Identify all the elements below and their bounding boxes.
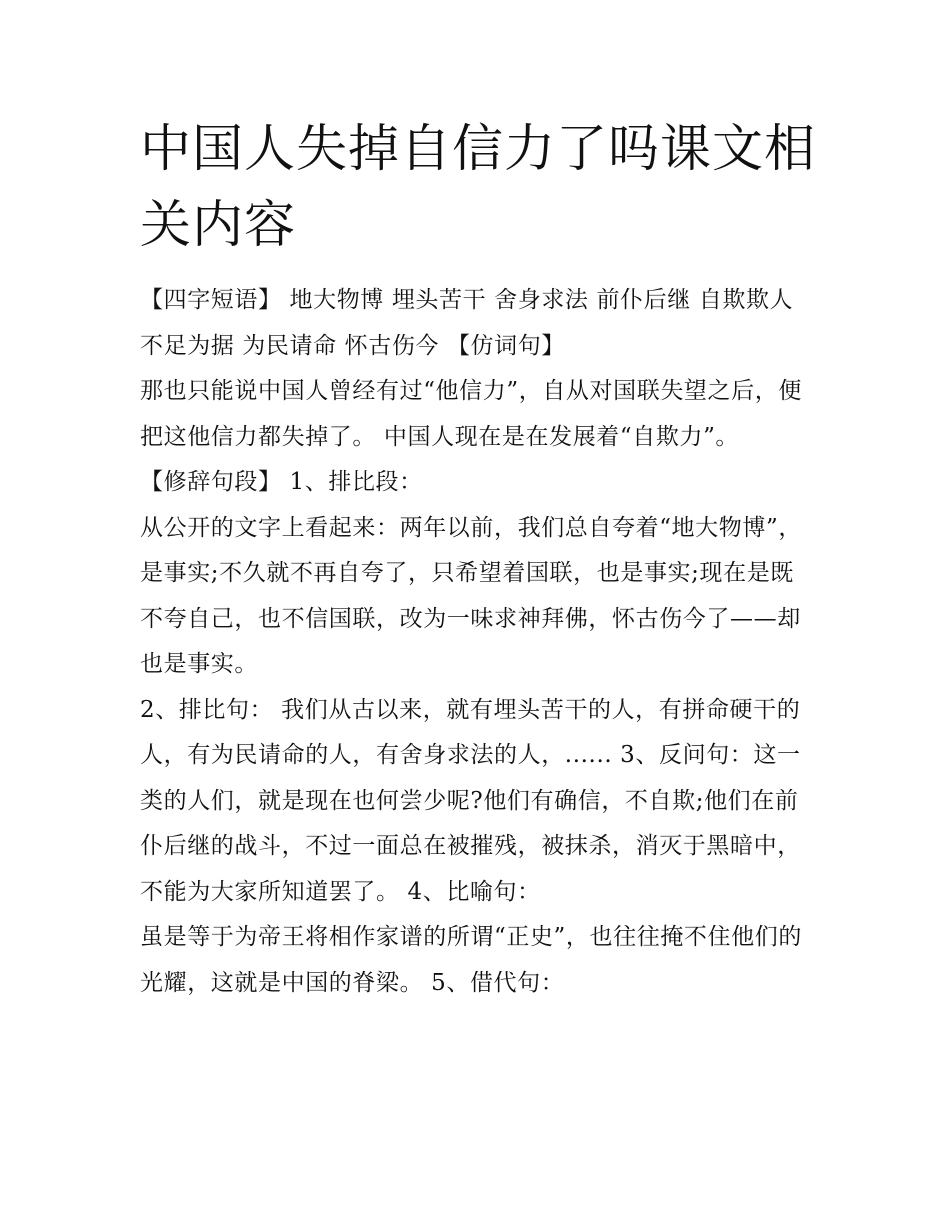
- paragraph-metaphor-sentence: 虽是等于为帝王将相作家谱的所谓“正史”，也往往掩不住他们的光耀，这就是中国的脊梁。 5、借代句：: [140, 924, 802, 996]
- paragraph-parallelism-sentences: 2、排比句： 我们从古以来，就有埋头苦干的人，有拼命硬干的人，有为民请命的人，有舍身求法的人，...... 3、反问句：这一类的人们，就是现在也何尝少呢?他们有确信，不自欺;他们在前仆后继的战斗，不过一面总在被摧残，被抹杀，消灭于黑暗中，不能为大家所知道罢了。 4、比喻句：: [140, 696, 801, 905]
- paragraph-parallelism-passage: 从公开的文字上看起来：两年以前，我们总自夸着“地大物博”，是事实;不久就不再自夸了，只希望着国联，也是事实;现在是既不夸自己，也不信国联，改为一味求神拜佛，怀古伤今了——却也是事实。: [140, 514, 802, 677]
- page-title: 中国人失掉自信力了吗课文相关内容: [140, 120, 817, 255]
- paragraph-rhetoric-heading: 【修辞句段】 1、排比段：: [140, 469, 423, 495]
- paragraph-imitation-sentence: 那也只能说中国人曾经有过“他信力”，自从对国联失望之后，便把这他信力都失掉了。 中国人现在是在发展着“自欺力”。: [140, 378, 802, 450]
- paragraph-four-char-phrases: 【四字短语】 地大物博 埋头苦干 舍身求法 前仆后继 自欺欺人 不足为据 为民请命 怀古伤今 【仿词句】: [140, 287, 794, 359]
- document-body: [140, 278, 815, 1006]
